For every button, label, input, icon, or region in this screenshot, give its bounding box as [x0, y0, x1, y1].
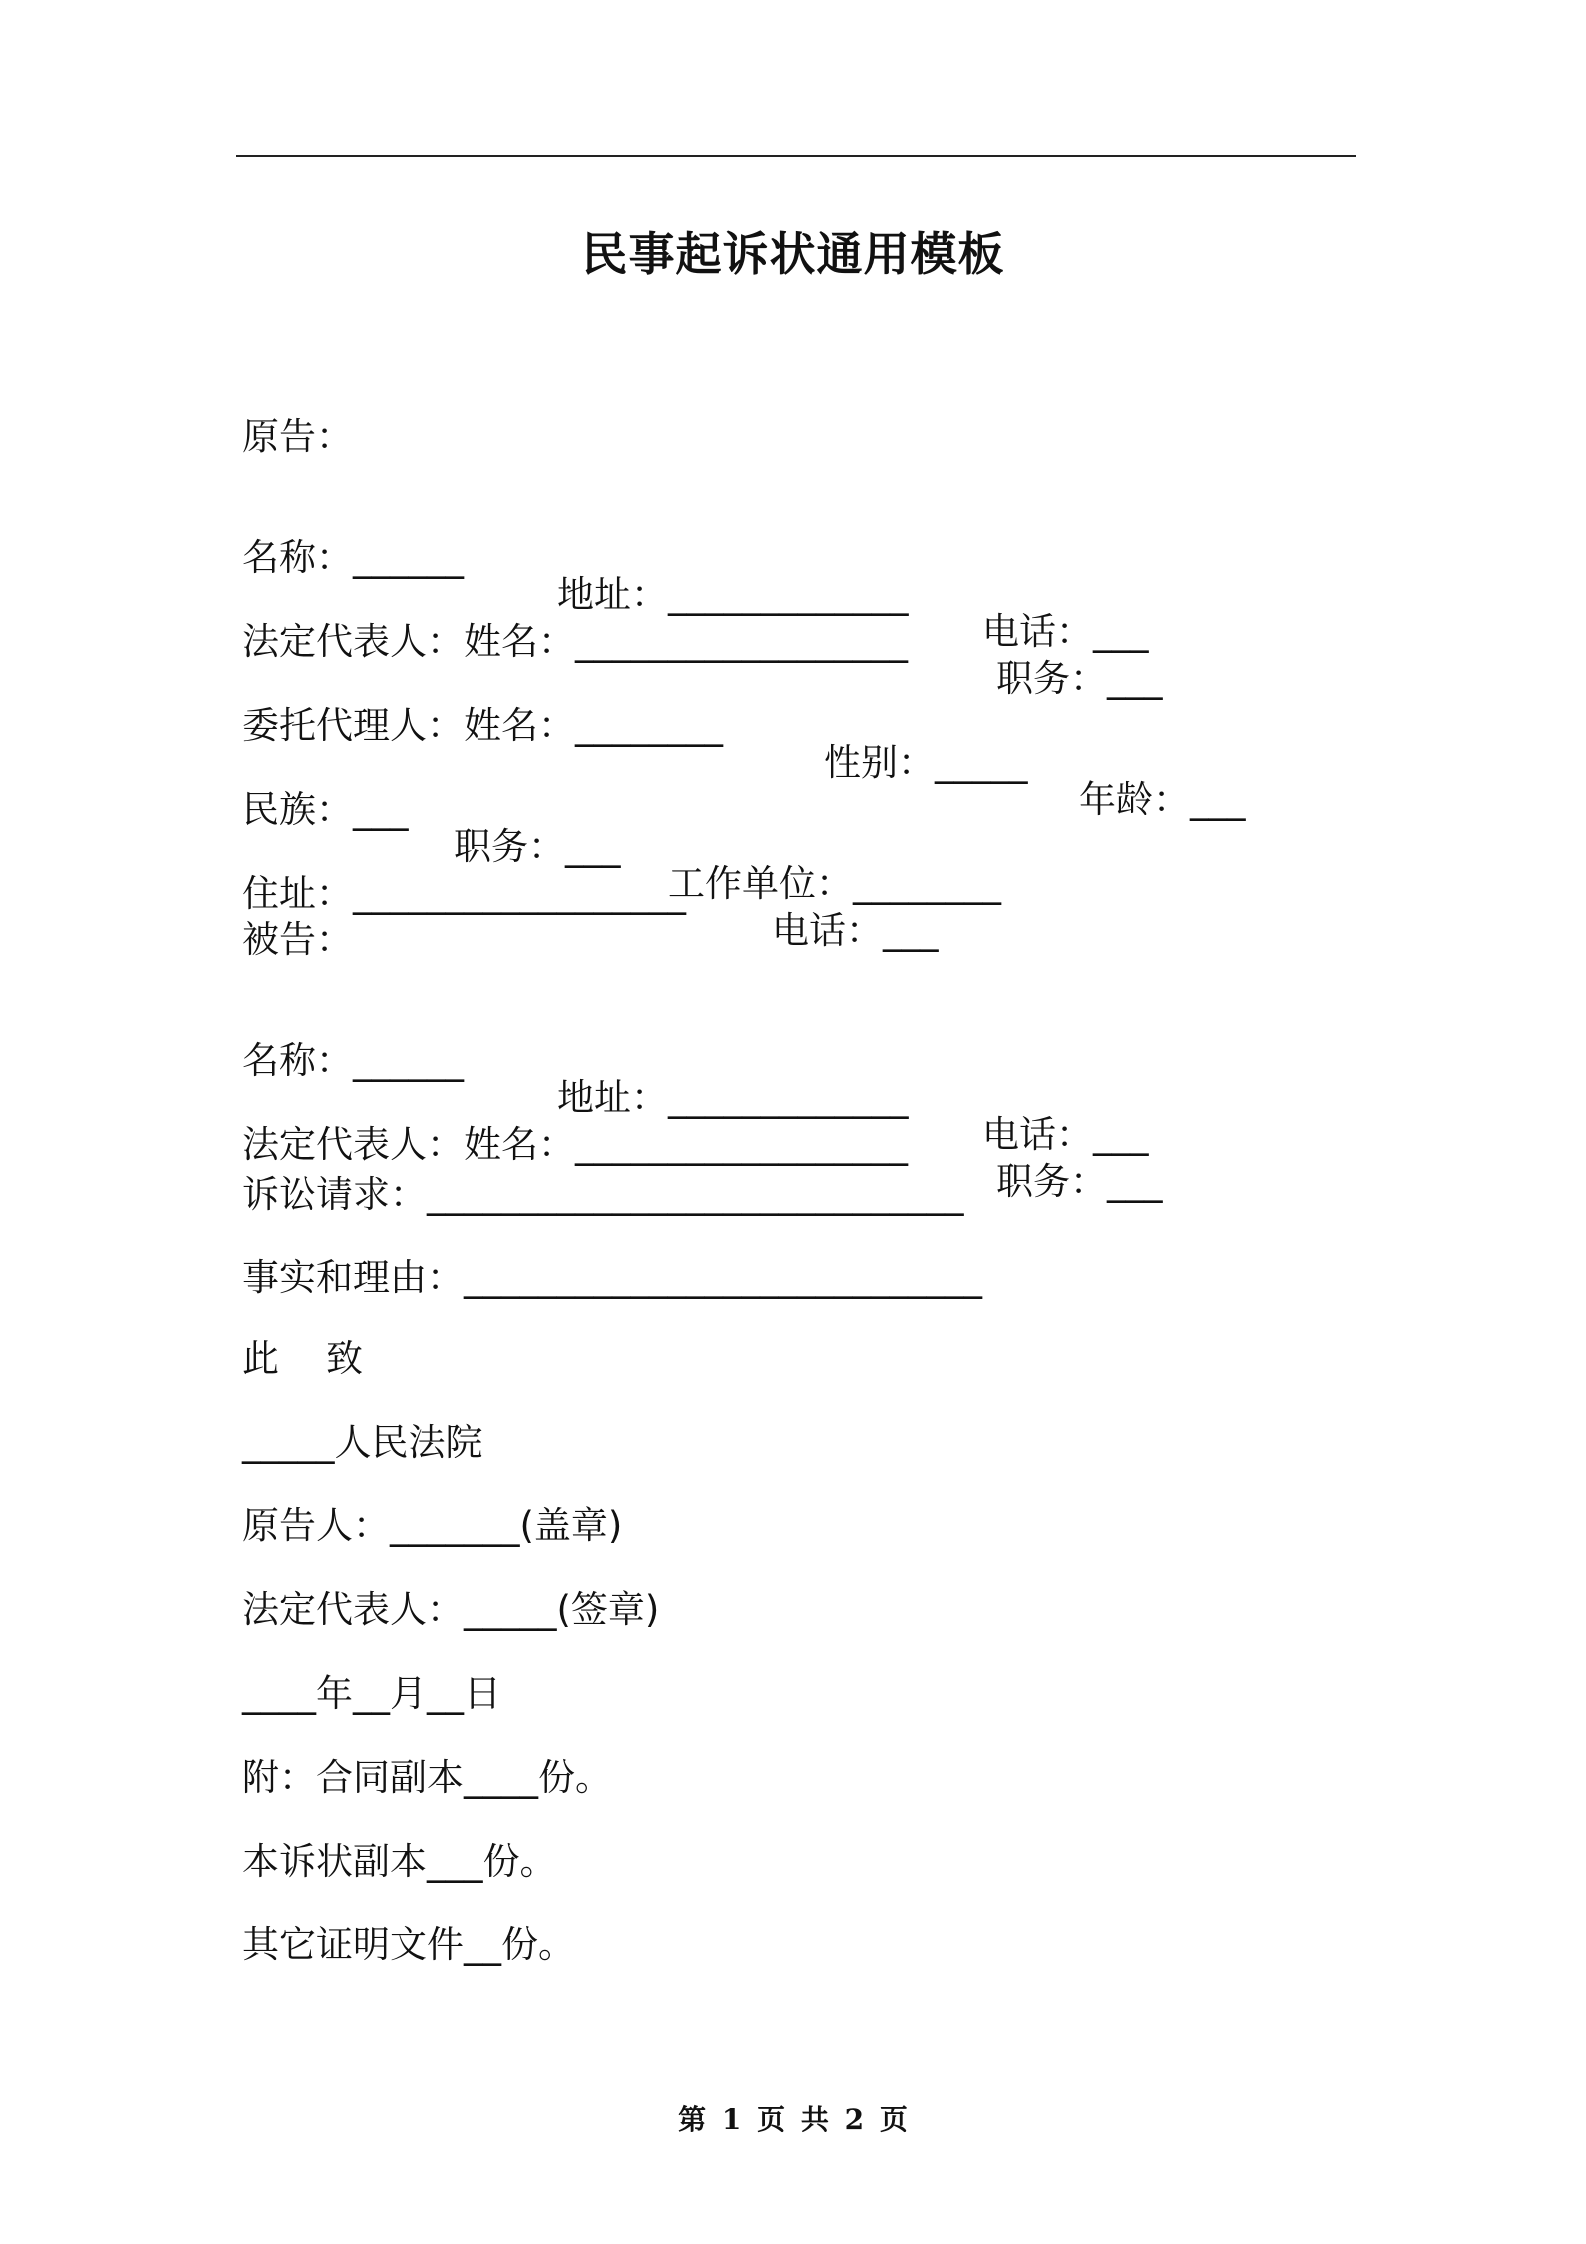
court-line: _____人民法院	[242, 1421, 483, 1464]
attachment-copy-line: 本诉状副本___份。	[242, 1840, 557, 1883]
agent-title-field: 职务：___	[454, 825, 621, 868]
date-line: ____年__月__日	[242, 1672, 501, 1715]
defendant-legal-rep-title-field: 职务：___	[996, 1160, 1163, 1203]
agent-name-field: 委托代理人：姓名：________	[242, 704, 723, 747]
plaintiff-phone-field: 电话：___	[982, 610, 1149, 653]
agent-employer-field: 工作单位：________	[668, 862, 1001, 905]
defendant-name-field: 名称：______	[242, 1039, 464, 1082]
salutation: 此 致	[242, 1337, 364, 1380]
attachment-contract-line: 附：合同副本____份。	[242, 1756, 612, 1799]
claims-line: 诉讼请求：_____________________________	[242, 1173, 964, 1216]
header-rule	[236, 155, 1356, 157]
agent-residence-field: 住址：__________________	[242, 872, 686, 915]
plaintiff-legal-rep-title-field: 职务：___	[996, 657, 1163, 700]
agent-gender-field: 性别：_____	[824, 741, 1028, 784]
plaintiff-heading: 原告：	[242, 415, 353, 458]
page-number: 第 1 页 共 2 页	[678, 2103, 908, 2136]
plaintiff-address-field: 地址：_____________	[557, 573, 909, 616]
document-title: 民事起诉状通用模板	[581, 227, 1005, 281]
defendant-phone-field: 电话：___	[982, 1113, 1149, 1156]
agent-phone-field: 电话：___	[772, 909, 939, 952]
agent-age-field: 年龄：___	[1079, 778, 1246, 821]
plaintiff-legal-rep-name-field: 法定代表人：姓名：__________________	[242, 620, 908, 663]
facts-line: 事实和理由：____________________________	[242, 1256, 982, 1299]
attachment-other-line: 其它证明文件__份。	[242, 1923, 575, 1966]
agent-ethnicity-field: 民族：___	[242, 788, 409, 831]
defendant-address-field: 地址：_____________	[557, 1076, 909, 1119]
legal-rep-signature-line: 法定代表人：_____(签章)	[242, 1588, 660, 1631]
plaintiff-signature-line: 原告人：_______(盖章)	[242, 1504, 623, 1547]
defendant-legal-rep-name-field: 法定代表人：姓名：__________________	[242, 1123, 908, 1166]
defendant-heading: 被告：	[242, 918, 353, 961]
plaintiff-name-field: 名称：______	[242, 536, 464, 579]
